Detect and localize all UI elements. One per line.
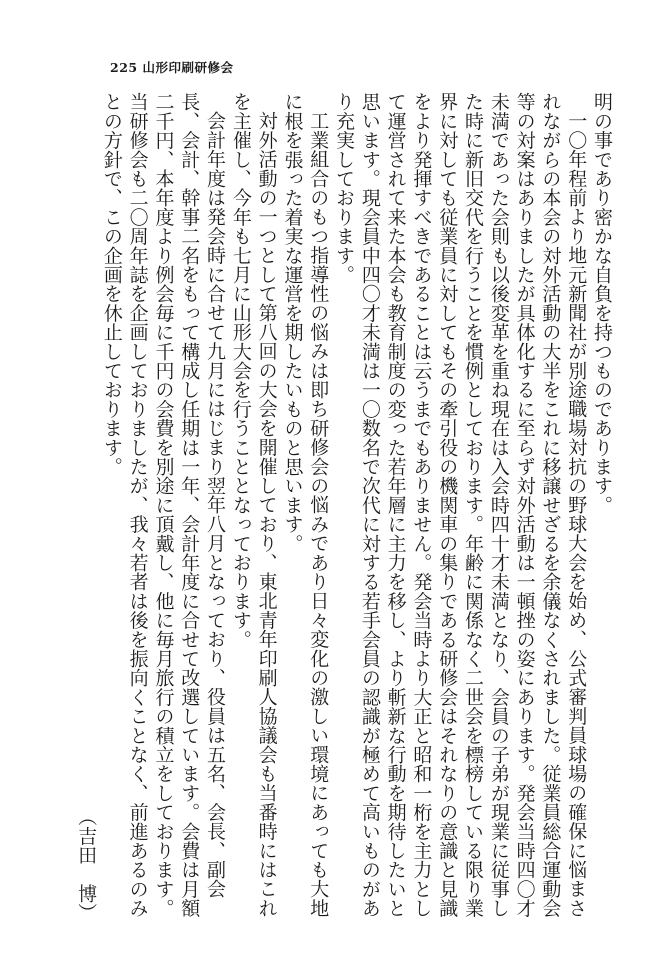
paragraph-2: 一〇年程前より地元新聞社が別途職場対抗の野球大会を始め、公式審判員球場の確保に悩まされながらの本会の対外活動の大半をこれに移譲せざるを余儀なくされました。従業員総合運動会等の対案はありましたが具体化するに至らず対外活動は一頓挫の姿にあります。発会当時四〇才未満であった会則も以後変革を重ね現在は入会時四十才未満となり、会員の子弟が現業に従事した時に新旧交代を行うことを慣例としております。年齢に関係なく二世会を標榜している限り業界に対しても従業員に対してもその牽引役の機関車の集りである研修会はそれなりの意識と見識をより発揮すべきであることは云うまでもありません。発会当時より大正と昭和一桁を主力として運営されて来た本会も教育制度の変った若年層に主力を移し、より斬新な行動を期待したいと思います。現会員中四〇才未満は一〇数名で次代に対する若手会員の認識が極めて高いものがあり充実しております。 xyxy=(333,92,588,918)
author-signature: （吉田 博） xyxy=(75,806,98,922)
paragraph-3: 工業組合のもつ指導性の悩みは即ち研修会の悩みであり日々変化の激しい環境にあっても大地に根を張った着実な運営を期したいものと思います。 xyxy=(281,92,330,918)
page-header xyxy=(110,58,233,76)
running-title: 山形印刷研修会 xyxy=(142,60,234,75)
paragraph-1: 明の事であり密かな自負を持つものであります。 xyxy=(591,92,613,515)
article-body xyxy=(72,92,614,922)
paragraph-5: 会計年度は発会時に合せて九月にはじまり翌年八月となっており、役員は五名、会長、副会長、会計、幹事二名をもって構成し任期は一年、会計年度に合せて改選しています。会費は月額二千円、本年度より例会毎に千円の会費を別途に頂戴し、他に毎月旅行の積立をしております。当研修会も二〇周年誌を企画しておりましたが、我々若者は後を振向くことなく、前進あるのみとの方針で、この企画を休止しております。 xyxy=(100,92,227,918)
paragraph-4: 対外活動の一つとして第八回の大会を開催しており、東北青年印刷人協議会も当番時にはこれを主催し、今年も七月に山形大会を行うこととなっております。 xyxy=(229,92,278,918)
page-number: 225 xyxy=(110,60,138,75)
